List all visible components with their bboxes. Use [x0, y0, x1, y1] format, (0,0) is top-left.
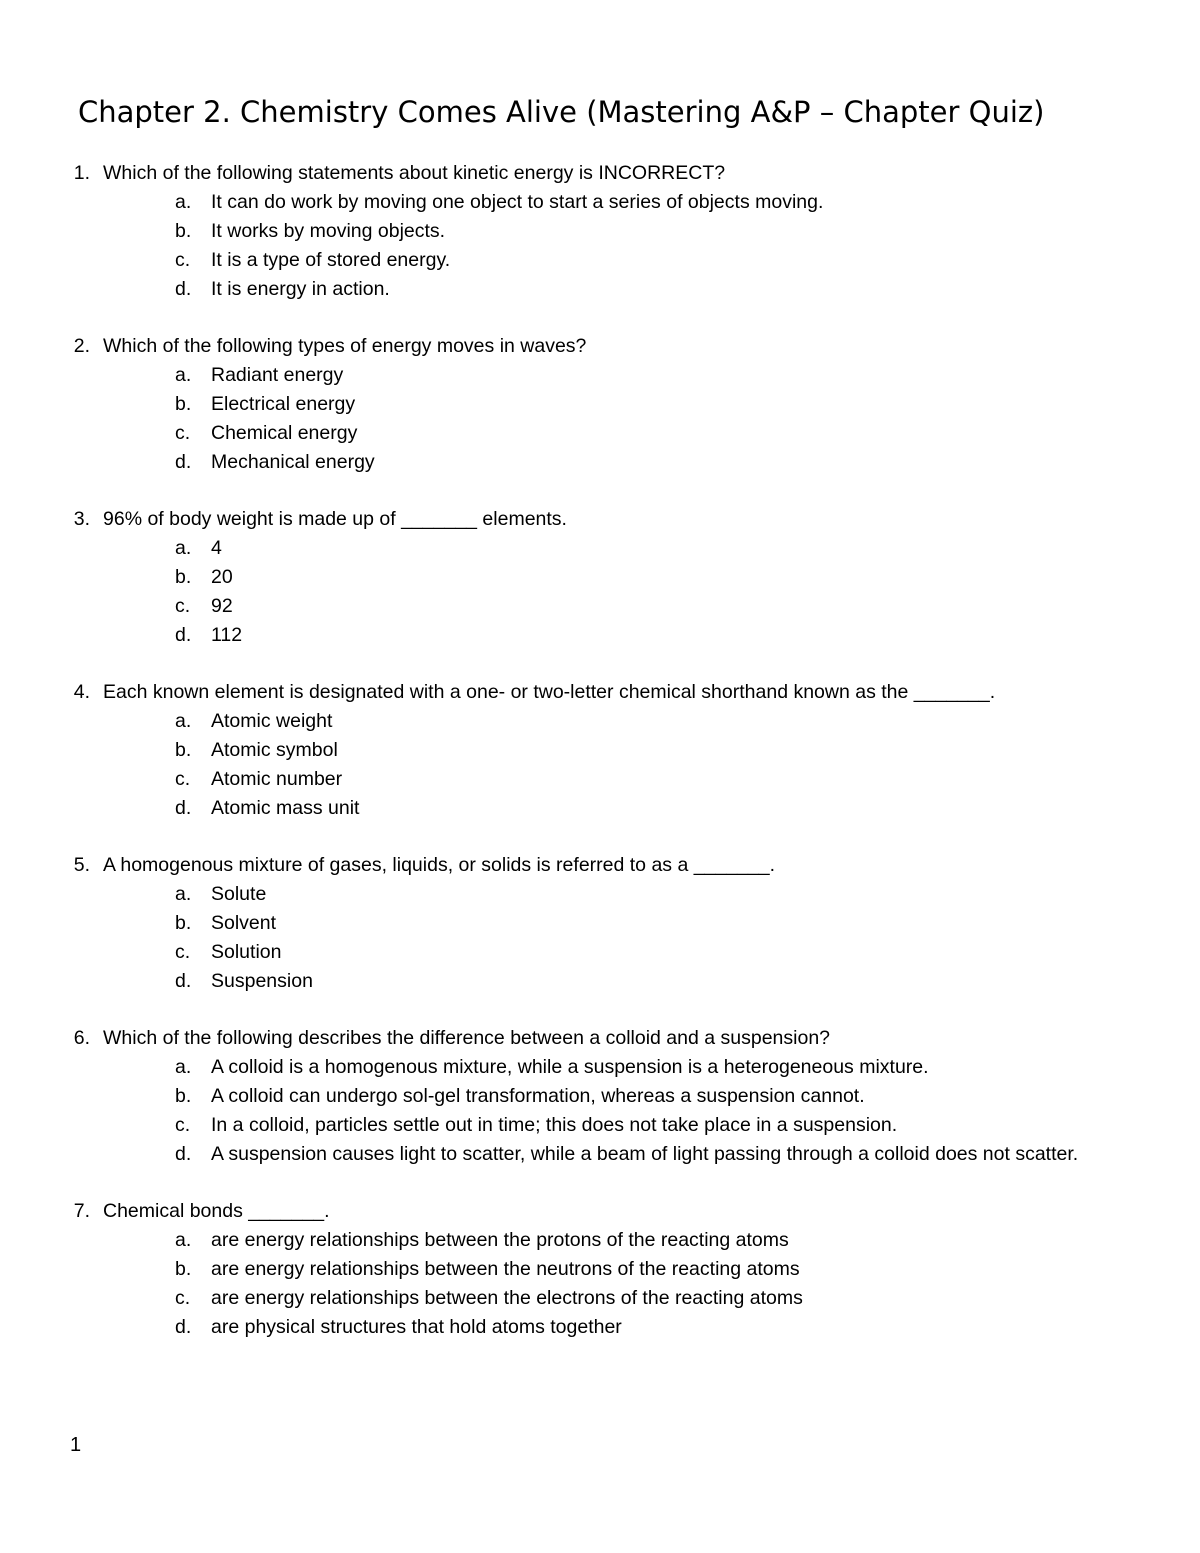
option-item — [0, 1284, 1200, 1313]
option-item — [0, 909, 1200, 938]
option-text: It is energy in action. — [211, 278, 390, 300]
option-list — [0, 1053, 1200, 1169]
option-item — [0, 217, 1200, 246]
option-list — [0, 707, 1200, 823]
option-list — [0, 361, 1200, 477]
option-letter: c. — [175, 422, 191, 444]
option-item — [0, 707, 1200, 736]
option-letter: d. — [175, 278, 192, 300]
question-item — [0, 1024, 1200, 1169]
option-text: are physical structures that hold atoms together — [211, 1316, 622, 1338]
option-list — [0, 1226, 1200, 1342]
question-text: 96% of body weight is made up of _______ elements. — [103, 508, 567, 530]
option-letter: a. — [175, 537, 192, 559]
option-text: Suspension — [211, 970, 313, 992]
option-item — [0, 1111, 1200, 1140]
option-item — [0, 1313, 1200, 1342]
option-text: Solute — [211, 883, 267, 905]
option-item — [0, 1053, 1200, 1082]
option-text: Radiant energy — [211, 364, 344, 386]
option-letter: d. — [175, 1143, 192, 1165]
option-item — [0, 419, 1200, 448]
option-text: In a colloid, particles settle out in time; this does not take place in a suspension. — [211, 1114, 898, 1136]
question-number: 1. — [73, 162, 90, 184]
question-text: Which of the following describes the difference between a colloid and a suspension? — [103, 1027, 831, 1049]
option-text: Chemical energy — [211, 422, 358, 444]
option-letter: b. — [175, 566, 192, 588]
option-letter: b. — [175, 912, 192, 934]
option-letter: a. — [175, 1056, 192, 1078]
option-list — [0, 188, 1200, 304]
question-number: 3. — [73, 508, 90, 530]
question-stem — [0, 505, 1200, 534]
question-text: Each known element is designated with a one- or two-letter chemical shorthand known as the _______. — [103, 681, 996, 703]
option-text: Solvent — [211, 912, 277, 934]
question-item — [0, 678, 1200, 823]
option-letter: d. — [175, 970, 192, 992]
question-number: 5. — [73, 854, 90, 876]
option-item — [0, 448, 1200, 477]
option-text: are energy relationships between the electrons of the reacting atoms — [211, 1287, 803, 1309]
option-letter: d. — [175, 624, 192, 646]
question-number: 4. — [73, 681, 90, 703]
question-item — [0, 159, 1200, 304]
option-item — [0, 592, 1200, 621]
option-text: A colloid can undergo sol-gel transformation, whereas a suspension cannot. — [211, 1085, 865, 1107]
question-item — [0, 1197, 1200, 1342]
question-item — [0, 505, 1200, 650]
option-item — [0, 938, 1200, 967]
option-item — [0, 794, 1200, 823]
question-stem — [0, 1024, 1200, 1053]
question-text: Chemical bonds _______. — [103, 1200, 330, 1222]
option-item — [0, 1082, 1200, 1111]
option-letter: a. — [175, 364, 192, 386]
option-item — [0, 621, 1200, 650]
option-item — [0, 1255, 1200, 1284]
option-letter: b. — [175, 739, 192, 761]
option-list — [0, 880, 1200, 996]
question-text: Which of the following types of energy moves in waves? — [103, 335, 587, 357]
question-stem — [0, 1197, 1200, 1226]
option-text: 4 — [211, 537, 222, 559]
option-text: are energy relationships between the neutrons of the reacting atoms — [211, 1258, 800, 1280]
option-letter: c. — [175, 1287, 191, 1309]
option-letter: d. — [175, 797, 192, 819]
option-letter: c. — [175, 1114, 191, 1136]
option-letter: b. — [175, 1258, 192, 1280]
option-item — [0, 967, 1200, 996]
option-item — [0, 246, 1200, 275]
option-text: Solution — [211, 941, 282, 963]
question-text: A homogenous mixture of gases, liquids, or solids is referred to as a _______. — [103, 854, 776, 876]
question-item — [0, 332, 1200, 477]
option-letter: c. — [175, 768, 191, 790]
option-text: Atomic number — [211, 768, 343, 790]
option-text: 20 — [211, 566, 233, 588]
option-text: Electrical energy — [211, 393, 356, 415]
option-item — [0, 188, 1200, 217]
option-letter: d. — [175, 1316, 192, 1338]
option-text: It is a type of stored energy. — [211, 249, 451, 271]
option-item — [0, 534, 1200, 563]
question-stem — [0, 678, 1200, 707]
option-text: A colloid is a homogenous mixture, while a suspension is a heterogeneous mixture. — [211, 1056, 929, 1078]
option-item — [0, 1140, 1200, 1169]
question-stem — [0, 851, 1200, 880]
question-text: Which of the following statements about kinetic energy is INCORRECT? — [103, 162, 726, 184]
option-text: Mechanical energy — [211, 451, 375, 473]
option-letter: a. — [175, 883, 192, 905]
option-item — [0, 563, 1200, 592]
question-list — [0, 159, 1200, 1370]
option-letter: c. — [175, 595, 191, 617]
question-number: 7. — [73, 1200, 90, 1222]
option-item — [0, 275, 1200, 304]
question-number: 6. — [73, 1027, 90, 1049]
option-item — [0, 390, 1200, 419]
question-stem — [0, 332, 1200, 361]
option-letter: a. — [175, 710, 192, 732]
option-item — [0, 1226, 1200, 1255]
option-letter: b. — [175, 1085, 192, 1107]
option-item — [0, 765, 1200, 794]
page-title: Chapter 2. Chemistry Comes Alive (Mastering A&P – Chapter Quiz) — [78, 95, 1045, 129]
option-text: 92 — [211, 595, 233, 617]
option-text: A suspension causes light to scatter, while a beam of light passing through a colloid does not scatter. — [211, 1143, 1079, 1165]
option-text: Atomic weight — [211, 710, 333, 732]
option-letter: b. — [175, 220, 192, 242]
question-number: 2. — [73, 335, 90, 357]
question-item — [0, 851, 1200, 996]
option-letter: c. — [175, 249, 191, 271]
option-text: are energy relationships between the protons of the reacting atoms — [211, 1229, 789, 1251]
option-letter: a. — [175, 1229, 192, 1251]
page-number: 1 — [70, 1434, 82, 1456]
option-item — [0, 880, 1200, 909]
option-letter: a. — [175, 191, 192, 213]
option-letter: c. — [175, 941, 191, 963]
option-letter: d. — [175, 451, 192, 473]
option-text: It works by moving objects. — [211, 220, 446, 242]
option-item — [0, 361, 1200, 390]
question-stem — [0, 159, 1200, 188]
option-text: 112 — [211, 624, 243, 646]
option-list — [0, 534, 1200, 650]
option-item — [0, 736, 1200, 765]
option-text: It can do work by moving one object to start a series of objects moving. — [211, 191, 824, 213]
option-text: Atomic symbol — [211, 739, 338, 761]
option-letter: b. — [175, 393, 192, 415]
option-text: Atomic mass unit — [211, 797, 360, 819]
